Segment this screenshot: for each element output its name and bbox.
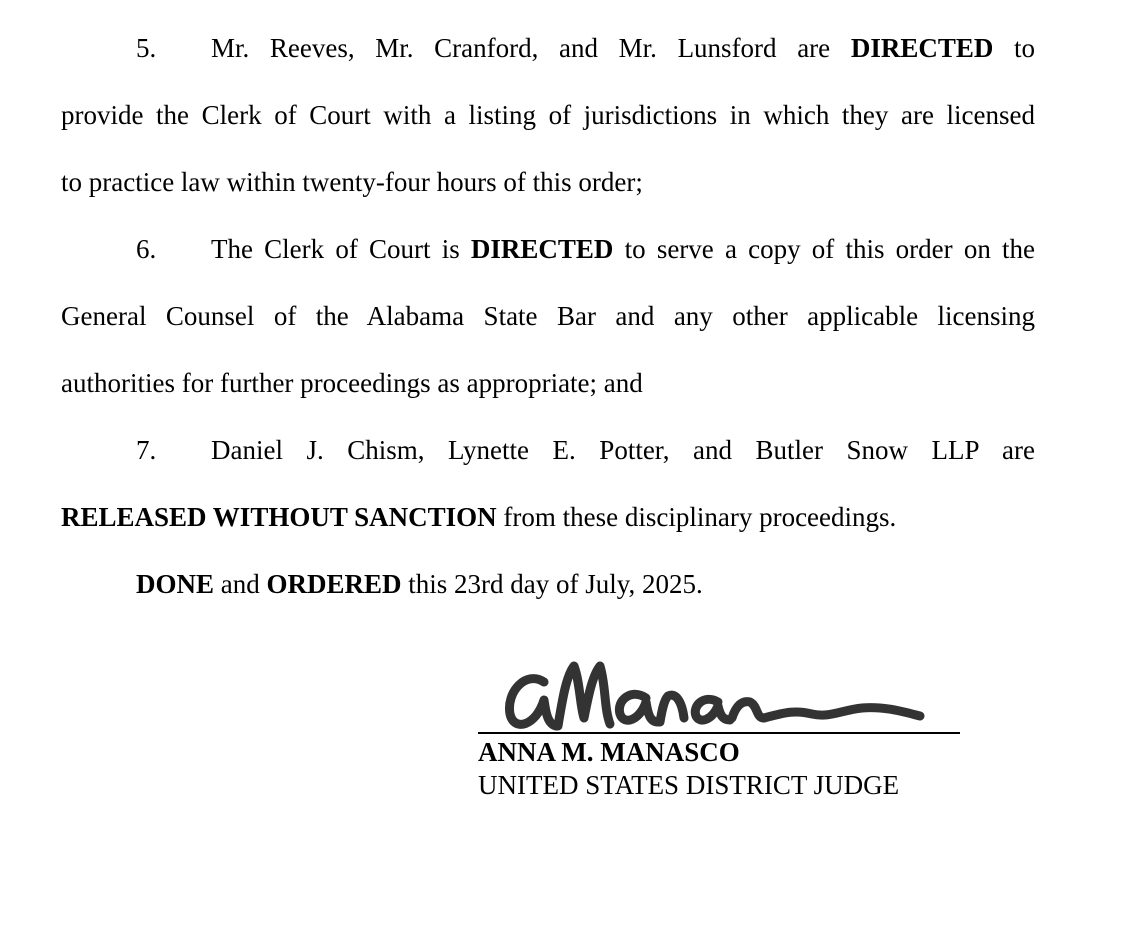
paragraph-5-line-1 xyxy=(136,32,1035,64)
paragraph-5-directed: DIRECTED xyxy=(850,33,994,63)
paragraph-6-text-b: to serve a copy of this order on the xyxy=(624,234,1036,264)
paragraph-7-line-1 xyxy=(136,434,1035,466)
paragraph-5-text-b: to xyxy=(1014,33,1036,63)
closing-line xyxy=(136,568,1035,600)
paragraph-7-number: 7. xyxy=(136,435,157,465)
paragraph-6-number: 6. xyxy=(136,234,157,264)
paragraph-6-directed: DIRECTED xyxy=(470,234,614,264)
judge-title: UNITED STATES DISTRICT JUDGE xyxy=(478,770,900,800)
closing-ordered: ORDERED xyxy=(266,569,402,599)
paragraph-6-line-3: authorities for further proceedings as appropriate; and xyxy=(61,368,643,398)
paragraph-6-line-1 xyxy=(136,233,1035,265)
paragraph-7-line-2 xyxy=(61,501,1035,533)
signature-line xyxy=(478,732,960,734)
paragraph-7-text-rest: from these disciplinary proceedings. xyxy=(503,502,897,532)
paragraph-5-line-2: provide the Clerk of Court with a listing of jurisdictions in which they are licensed xyxy=(61,100,1035,130)
paragraph-5-text-a: Mr. Reeves, Mr. Cranford, and Mr. Lunsford are xyxy=(211,33,831,63)
signature-strokes xyxy=(509,666,920,726)
released-without-sanction: RELEASED WITHOUT SANCTION xyxy=(61,502,497,532)
closing-done: DONE xyxy=(136,569,215,599)
closing-date-text: this 23rd day of July, 2025. xyxy=(408,569,703,599)
closing-and: and xyxy=(220,569,260,599)
handwritten-signature xyxy=(496,652,926,736)
paragraph-6-line-2: General Counsel of the Alabama State Bar and any other applicable licensing xyxy=(61,301,1035,331)
signature-block xyxy=(478,652,960,812)
paragraph-7-text: Daniel J. Chism, Lynette E. Potter, and Butler Snow LLP are xyxy=(211,435,1035,465)
paragraph-6-text-a: The Clerk of Court is xyxy=(211,234,460,264)
paragraph-5-number: 5. xyxy=(136,33,157,63)
judge-name: ANNA M. MANASCO xyxy=(478,737,740,767)
paragraph-5-line-3: to practice law within twenty-four hours of this order; xyxy=(61,167,643,197)
